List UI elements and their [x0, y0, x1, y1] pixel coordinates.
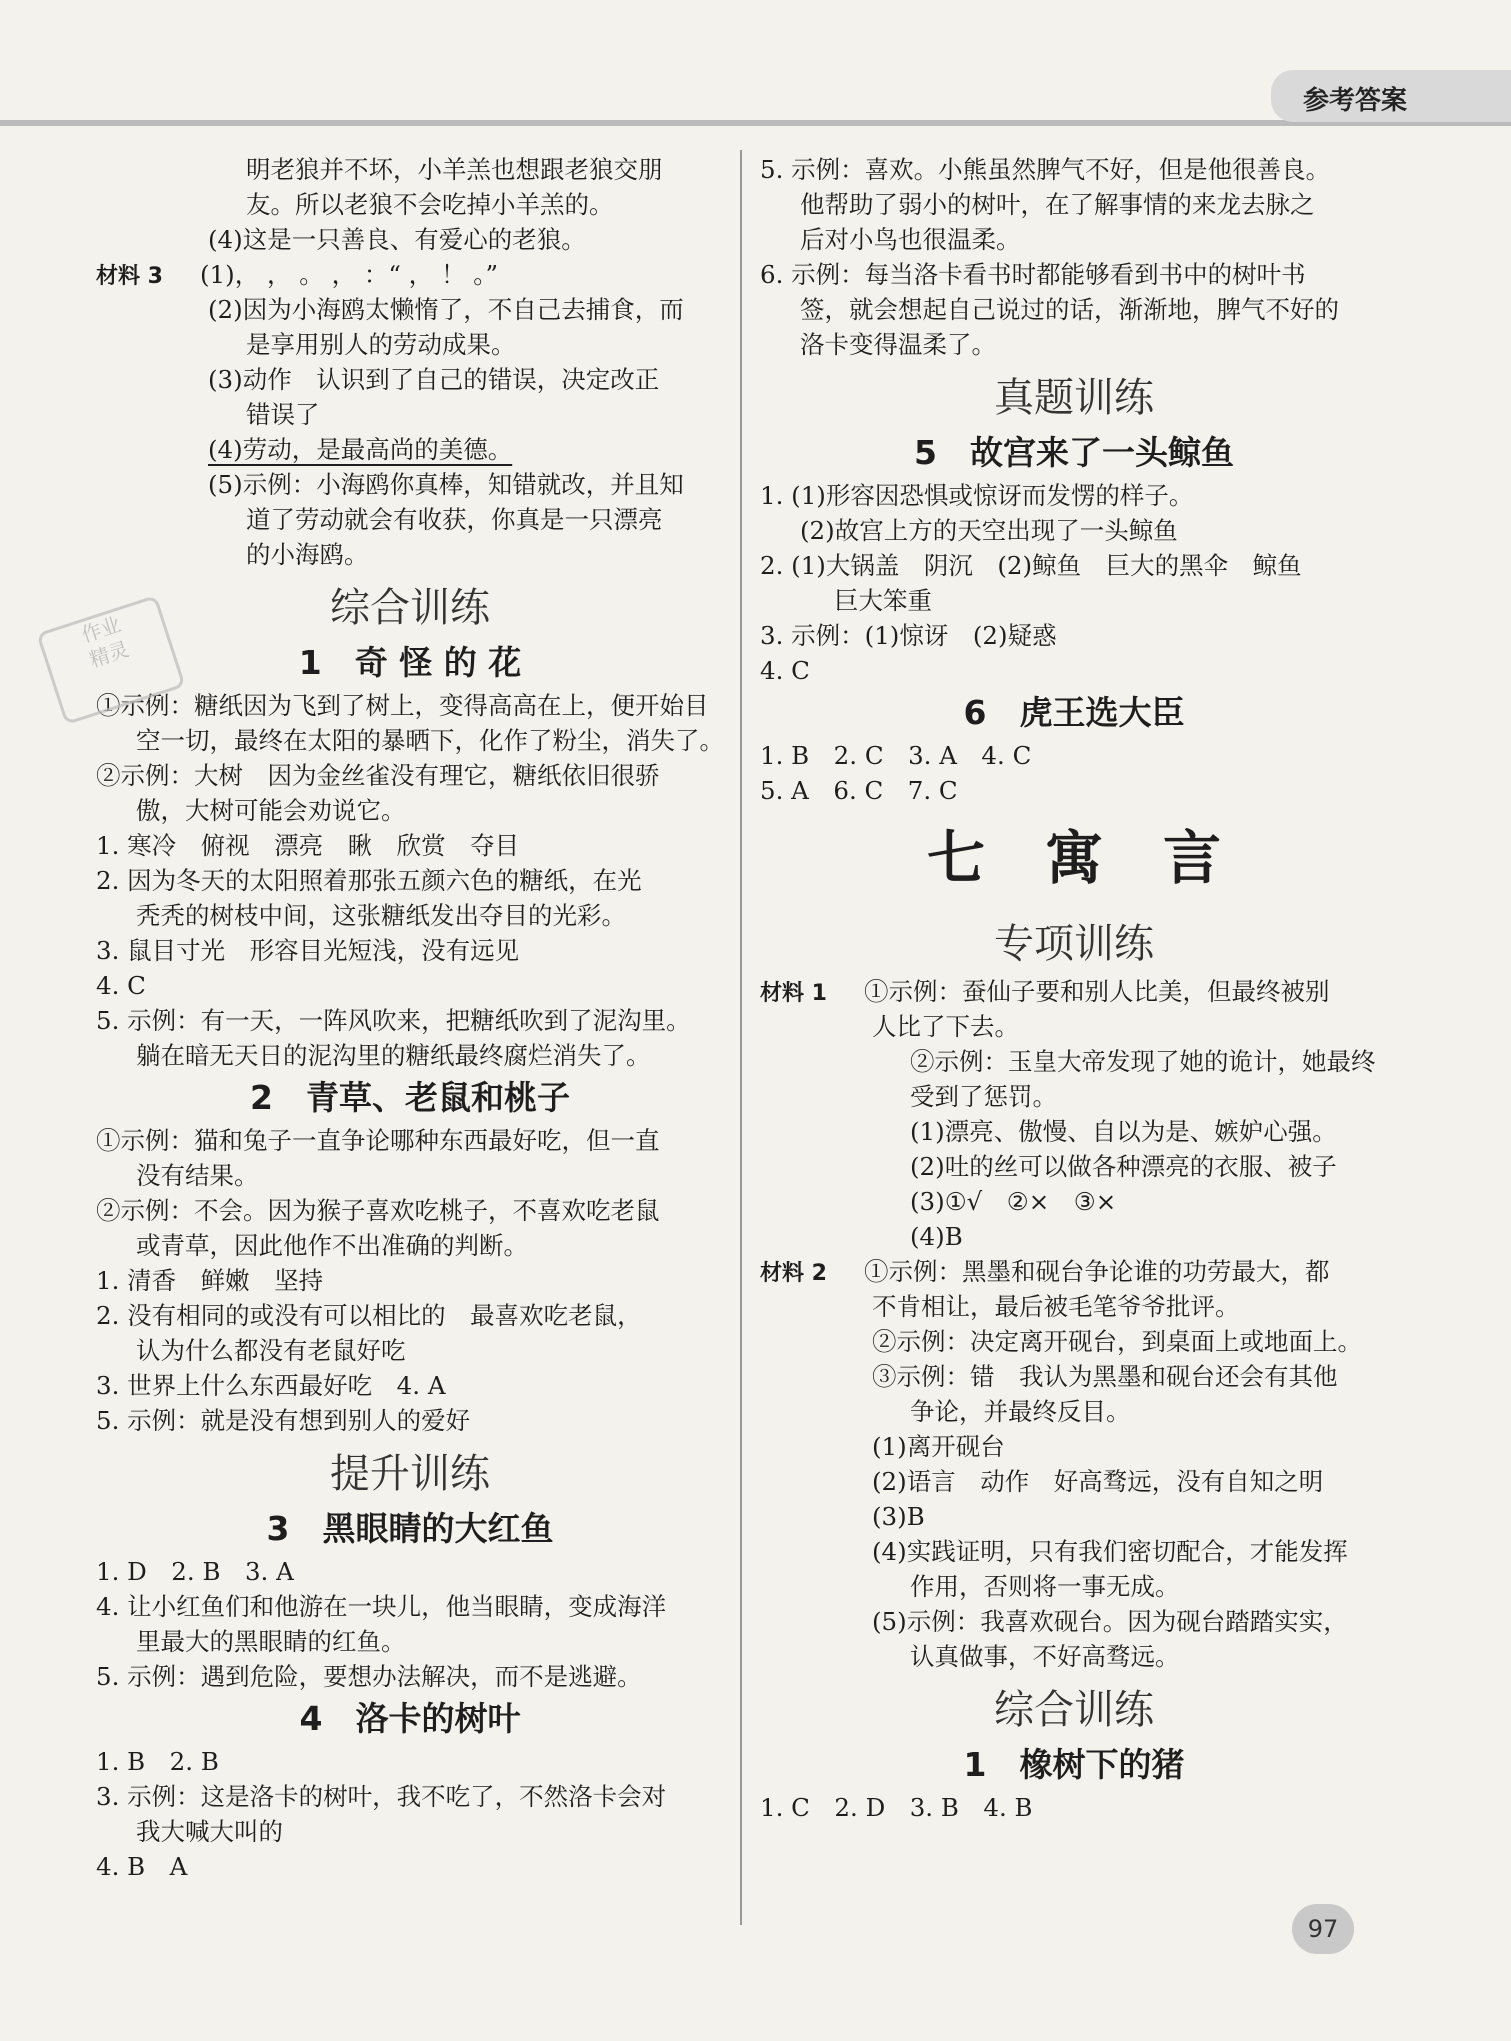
answer-line: 签，就会想起自己说过的话，渐渐地，脾气不好的: [800, 295, 1339, 324]
answer-line: (4)实践证明，只有我们密切配合，才能发挥: [872, 1537, 1348, 1566]
answer-line: (5)示例：我喜欢砚台。因为砚台踏踏实实，: [872, 1607, 1348, 1636]
answer-line: (5)示例：小海鸥你真棒，知错就改，并且知: [208, 470, 684, 499]
answer-line: 错误了: [246, 400, 320, 429]
section-heading: 专项训练: [994, 921, 1154, 967]
material-line: 材料 1 ①示例：蚕仙子要和别人比美，但最终被别: [760, 974, 1388, 1009]
answer-line: ①示例：猫和兔子一直争论哪种东西最好吃，但一直: [96, 1126, 660, 1155]
answer-line: 空一切，最终在太阳的暴晒下，化作了粉尘，消失了。: [136, 726, 724, 755]
answer-line: 4. 让小红鱼们和他游在一块儿，他当眼睛，变成海洋: [96, 1592, 667, 1621]
section-heading: 真题训练: [994, 375, 1154, 421]
section-heading: 综合训练: [330, 585, 490, 631]
answer-line: (1)漂亮、傲慢、自以为是、嫉妒心强。: [910, 1117, 1337, 1146]
answer-line: 1. C 2. D 3. B 4. B: [760, 1793, 1033, 1822]
lesson-title: 4 洛卡的树叶: [299, 1699, 521, 1738]
material-label: 材料 1: [760, 981, 827, 1006]
right-column: [760, 152, 1388, 1825]
answer-line: 的小海鸥。: [246, 540, 369, 569]
answer-line: 1. B 2. B: [96, 1747, 219, 1776]
answer-line: 里最大的黑眼睛的红鱼。: [136, 1627, 406, 1656]
lesson-title: 6 虎王选大臣: [963, 693, 1185, 732]
answer-line: 4. C: [96, 971, 146, 1000]
answer-line: 3. 示例：这是洛卡的树叶，我不吃了，不然洛卡会对: [96, 1782, 667, 1811]
answer-line: 没有结果。: [136, 1161, 259, 1190]
answer-line: 1. B 2. C 3. A 4. C: [760, 741, 1032, 770]
answer-line: (4)劳动，是最高尚的美德。: [208, 435, 513, 464]
material-line: 材料 2 ①示例：黑墨和砚台争论谁的功劳最大，都: [760, 1254, 1388, 1289]
lesson-title: 3 黑眼睛的大红鱼: [266, 1509, 554, 1548]
answer-line: (3)B: [872, 1502, 925, 1531]
answer-line: ②示例：玉皇大帝发现了她的诡计，她最终: [910, 1047, 1376, 1076]
unit-title: 七寓言: [926, 824, 1281, 892]
answer-line: 2. (1)大锅盖 阴沉 (2)鲸鱼 巨大的黑伞 鲸鱼: [760, 551, 1302, 580]
answer-line: 5. 示例：有一天，一阵风吹来，把糖纸吹到了泥沟里。: [96, 1006, 691, 1035]
page-number: 97: [1292, 1904, 1354, 1954]
answer-line: 5. 示例：喜欢。小熊虽然脾气不好，但是他很善良。: [760, 155, 1331, 184]
answer-line: 巨大笨重: [834, 586, 932, 615]
answer-line: 明老狼并不坏，小羊羔也想跟老狼交朋: [246, 155, 663, 184]
answer-line: (3)动作 认识到了自己的错误，决定改正: [208, 365, 660, 394]
answer-line: ②示例：决定离开砚台，到桌面上或地面上。: [872, 1327, 1362, 1356]
answer-line: 人比了下去。: [872, 1012, 1019, 1041]
answer-line: ②示例：不会。因为猴子喜欢吃桃子，不喜欢吃老鼠: [96, 1196, 660, 1225]
answer-line: 1. D 2. B 3. A: [96, 1557, 294, 1586]
answer-line: 是享用别人的劳动成果。: [246, 330, 516, 359]
header-rule: [0, 120, 1511, 126]
answer-line: 3. 示例：(1)惊讶 (2)疑惑: [760, 621, 1057, 650]
answer-line: (1)离开砚台: [872, 1432, 1005, 1461]
answer-line: (4)这是一只善良、有爱心的老狼。: [208, 225, 586, 254]
answer-line: 4. B A: [96, 1852, 188, 1881]
answer-line: 道了劳动就会有收获，你真是一只漂亮: [246, 505, 663, 534]
material-label: 材料 2: [760, 1261, 827, 1286]
answer-line: ③示例：错 我认为黑墨和砚台还会有其他: [872, 1362, 1338, 1391]
answer-line: 后对小鸟也很温柔。: [800, 225, 1021, 254]
answer-line: 认为什么都没有老鼠好吃: [136, 1336, 406, 1365]
watermark-stamp: 作业 精灵: [36, 595, 185, 725]
lesson-title: 1 奇 怪 的 花: [298, 643, 522, 682]
answer-line: 友。所以老狼不会吃掉小羊羔的。: [246, 190, 614, 219]
answer-line: 6. 示例：每当洛卡看书时都能够看到书中的树叶书: [760, 260, 1306, 289]
answer-line: 受到了惩罚。: [910, 1082, 1057, 1111]
lesson-title: 5 故宫来了一头鲸鱼: [914, 433, 1234, 472]
answer-line: 5. 示例：就是没有想到别人的爱好: [96, 1406, 471, 1435]
answer-line: 1. 寒冷 俯视 漂亮 瞅 欣赏 夺目: [96, 831, 520, 860]
answer-line: 3. 世界上什么东西最好吃 4. A: [96, 1371, 446, 1400]
answer-line: (2)因为小海鸥太懒惰了，不自己去捕食，而: [208, 295, 684, 324]
answer-line: 我大喊大叫的: [136, 1817, 283, 1846]
answer-line: 不肯相让，最后被毛笔爷爷批评。: [872, 1292, 1240, 1321]
answer-line: ②示例：大树 因为金丝雀没有理它，糖纸依旧很骄: [96, 761, 660, 790]
answer-line: 作用，否则将一事无成。: [910, 1572, 1180, 1601]
answer-line: 2. 因为冬天的太阳照着那张五颜六色的糖纸，在光: [96, 866, 642, 895]
answer-line: (2)吐的丝可以做各种漂亮的衣服、被子: [910, 1152, 1337, 1181]
answer-line: 秃秃的树枝中间，这张糖纸发出夺目的光彩。: [136, 901, 626, 930]
answer-line: 躺在暗无天日的泥沟里的糖纸最终腐烂消失了。: [136, 1041, 651, 1070]
answer-key-label: 参考答案: [1303, 86, 1408, 116]
answer-line: 1. 清香 鲜嫩 坚持: [96, 1266, 324, 1295]
answer-line: 他帮助了弱小的树叶，在了解事情的来龙去脉之: [800, 190, 1315, 219]
answer-line: 3. 鼠目寸光 形容目光短浅，没有远见: [96, 936, 520, 965]
left-column: [96, 152, 724, 1884]
lesson-title: 1 橡树下的猪: [963, 1745, 1185, 1784]
answer-line: (2)故宫上方的天空出现了一头鲸鱼: [800, 516, 1178, 545]
answer-line: 1. (1)形容因恐惧或惊讶而发愣的样子。: [760, 481, 1194, 510]
answer-line: (3)①√ ②× ③×: [910, 1187, 1117, 1216]
material-line: 材料 3 (1)， ， 。 ， ：“ ， ！ 。”: [96, 257, 724, 292]
answer-line: 5. A 6. C 7. C: [760, 776, 958, 805]
answer-line: 5. 示例：遇到危险，要想办法解决，而不是逃避。: [96, 1662, 642, 1691]
answer-line: 2. 没有相同的或没有可以相比的 最喜欢吃老鼠，: [96, 1301, 642, 1330]
section-heading: 提升训练: [330, 1451, 490, 1497]
answer-line: 或青草，因此他作不出准确的判断。: [136, 1231, 528, 1260]
answer-line: 争论，并最终反目。: [910, 1397, 1131, 1426]
section-heading: 综合训练: [994, 1687, 1154, 1733]
answer-line: 认真做事，不好高骛远。: [910, 1642, 1180, 1671]
answer-line: ①示例：糖纸因为飞到了树上，变得高高在上，便开始目: [96, 691, 709, 720]
answer-line: 洛卡变得温柔了。: [800, 330, 996, 359]
column-divider: [740, 150, 742, 1925]
answer-line: 4. C: [760, 656, 810, 685]
material-label: 材料 3: [96, 264, 163, 289]
answer-key-tab: [1271, 70, 1511, 122]
answer-line: (4)B: [910, 1222, 963, 1251]
answer-line: (2)语言 动作 好高骛远，没有自知之明: [872, 1467, 1324, 1496]
lesson-title: 2 青草、老鼠和桃子: [250, 1078, 570, 1117]
answer-line: 傲，大树可能会劝说它。: [136, 796, 406, 825]
